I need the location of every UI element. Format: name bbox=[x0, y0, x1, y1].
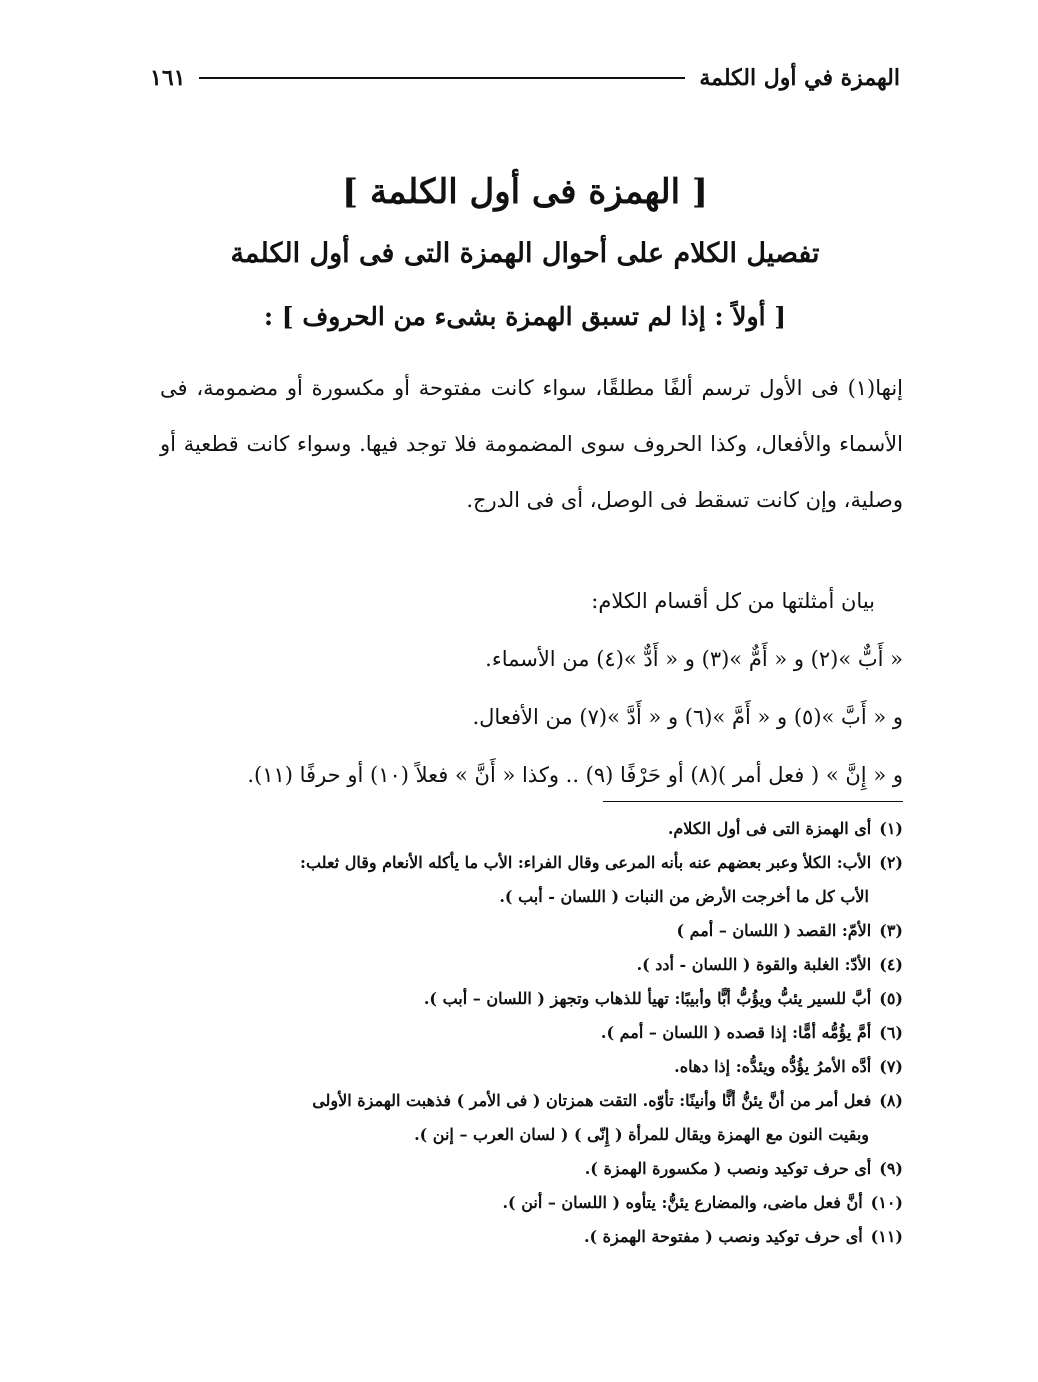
body-paragraph: إنها(١) فى الأول ترسم ألفًا مطلقًا، سواء كانت مفتوحة أو مكسورة أو مضمومة، فى الأسماء والأفعال، وكذا الحروف سوى المضمومة فلا توجد فيها. وسواء كانت قطعية أو وصلية، وإن كانت تسقط فى الوصل، أى فى الدرج. bbox=[160, 376, 903, 512]
footnote-1 bbox=[160, 812, 903, 846]
header-rule bbox=[199, 77, 685, 79]
examples-block bbox=[160, 572, 903, 804]
footnote-number: (٦) bbox=[879, 1023, 903, 1042]
footnote-11 bbox=[160, 1220, 903, 1254]
footnote-7 bbox=[160, 1050, 903, 1084]
footnote-text: أى حرف توكيد ونصب ( مكسورة الهمزة ). bbox=[584, 1159, 872, 1178]
running-header bbox=[150, 58, 900, 98]
footnote-text: الأدّ: الغلبة والقوة ( اللسان - أدد ). bbox=[636, 955, 872, 974]
footnote-2-continuation: الأب كل ما أخرجت الأرض من النبات ( اللسان - أبب ). bbox=[499, 887, 869, 906]
examples-intro: بيان أمثلتها من كل أقسام الكلام: bbox=[591, 589, 875, 613]
footnote-text: فعل أمر من أنَّ يئنُّ أنًّا وأنينًا: تأوّه. التقت همزتان ( فى الأمر ) فذهبت الهمزة الأولى bbox=[312, 1091, 872, 1110]
footnote-8 bbox=[160, 1084, 903, 1118]
footnote-text: أى الهمزة التى فى أول الكلام. bbox=[667, 819, 872, 838]
footnote-text: أنَّ فعل ماضى، والمضارع يئنُّ: يتأوه ( اللسان – أنن ). bbox=[502, 1193, 863, 1212]
body-text bbox=[160, 360, 903, 528]
footnote-text: أى حرف توكيد ونصب ( مفتوحة الهمزة ). bbox=[583, 1227, 863, 1246]
footnote-3 bbox=[160, 914, 903, 948]
footnote-4 bbox=[160, 948, 903, 982]
footnote-number: (٥) bbox=[879, 989, 903, 1008]
footnote-2 bbox=[160, 846, 903, 880]
footnote-6 bbox=[160, 1016, 903, 1050]
footnote-number: (٢) bbox=[879, 853, 903, 872]
footnote-number: (٣) bbox=[879, 921, 903, 940]
footnote-number: (١١) bbox=[870, 1227, 903, 1246]
chapter-title: [ الهمزة فى أول الكلمة ] bbox=[342, 172, 708, 212]
footnote-text: الأب: الكلأ وعبر بعضهم عنه بأنه المرعى وقال الفراء: الأب ما يأكله الأنعام وقال ثعلب: bbox=[300, 853, 872, 872]
footnote-number: (٤) bbox=[879, 955, 903, 974]
chapter-subtitle: تفصيل الكلام على أحوال الهمزة التى فى أول الكلمة bbox=[230, 238, 820, 269]
footnote-text: أبَّ للسير يئبُّ ويؤُبُّ أبًّا وأبيبًا: تهيأ للذهاب وتجهز ( اللسان – أبب ). bbox=[423, 989, 872, 1008]
example-particles: و « إِنَّ » ( فعل أمر )(٨) أو حَرْفًا (٩) .. وكذا « أَنَّ » فعلاً (١٠) أو حرفًا (١١). bbox=[247, 763, 903, 787]
footnotes bbox=[160, 812, 903, 1254]
footnote-9 bbox=[160, 1152, 903, 1186]
page-number: ١٦١ bbox=[150, 65, 186, 91]
footnote-text: أمَّ يؤُمُّه أمًّا: إذا قصده ( اللسان – أمم ). bbox=[600, 1023, 872, 1042]
example-verbs: و « أَبَّ »(٥) و « أَمَّ »(٦) و « أَدَّ »(٧) من الأفعال. bbox=[472, 705, 903, 729]
footnote-separator bbox=[603, 801, 903, 802]
section-heading: [ أولاً : إذا لم تسبق الهمزة بشىء من الحروف ] : bbox=[263, 302, 787, 331]
footnote-number: (٨) bbox=[879, 1091, 903, 1110]
footnote-8-continuation: وبقيت النون مع الهمزة ويقال للمرأة ( إِنّى ) ( لسان العرب – إنن ). bbox=[414, 1125, 869, 1144]
example-nouns: « أَبٌّ »(٢) و « أَمٌّ »(٣) و « أَدٌّ »(٤) من الأسماء. bbox=[485, 647, 903, 671]
footnote-number: (٩) bbox=[879, 1159, 903, 1178]
footnote-text: أدَّه الأمرُ يؤُدُّه ويئدُّه: إذا دهاه. bbox=[674, 1057, 872, 1076]
footnote-text: الأمّ: القصد ( اللسان – أمم ) bbox=[676, 921, 872, 940]
footnote-number: (١) bbox=[879, 819, 903, 838]
footnote-10 bbox=[160, 1186, 903, 1220]
footnote-number: (٧) bbox=[879, 1057, 903, 1076]
running-title: الهمزة في أول الكلمة bbox=[699, 65, 900, 91]
footnote-5 bbox=[160, 982, 903, 1016]
footnote-number: (١٠) bbox=[870, 1193, 903, 1212]
